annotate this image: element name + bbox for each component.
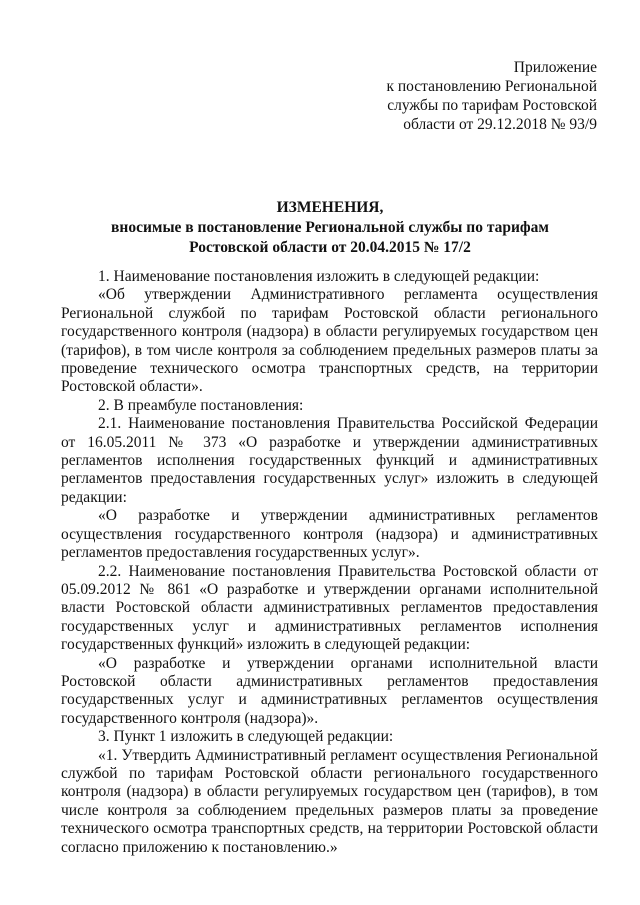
title-subtitle-line-2: Ростовской области от 20.04.2015 № 17/2 xyxy=(189,239,471,256)
paragraph-4: 2.1. Наименование постановления Правительства Российской Федерации от 16.05.2011 № 373 «О разработке и утверждении административных регламентов исполнения государственных функций и административных регламентов предоставления государственных услуг» изложить в следующей редакции: xyxy=(61,415,598,506)
appendix-line-1: Приложение xyxy=(513,59,597,76)
appendix-line-3: службы по тарифам Ростовской xyxy=(387,97,597,114)
paragraph-7: «О разработке и утверждении органами исполнительной власти Ростовской области административных регламентов предоставления государственных услуг и административных регламентов осуществления государственного контроля (надзора)». xyxy=(61,654,598,727)
appendix-header xyxy=(386,58,597,134)
appendix-line-2: к постановлению Региональной xyxy=(386,78,597,95)
title-subtitle-line-1: вносимые в постановление Региональной службы по тарифам xyxy=(111,219,549,236)
appendix-line-4: области от 29.12.2018 № 93/9 xyxy=(403,116,597,133)
document-body xyxy=(61,268,598,857)
paragraph-8: 3. Пункт 1 изложить в следующей редакции: xyxy=(98,728,394,746)
paragraph-1: 1. Наименование постановления изложить в следующей редакции: xyxy=(98,268,540,285)
title-heading: ИЗМЕНЕНИЯ, xyxy=(276,199,384,216)
document-title xyxy=(60,198,600,258)
paragraph-3: 2. В преамбуле постановления: xyxy=(98,396,304,414)
paragraph-9: «1. Утвердить Административный регламент осуществления Региональной службой по тарифам Ростовской области регионального государственного контроля (надзора) в области регулируемых государством цен (тарифов), в том числе контроля за соблюдением предельных размеров платы за проведение технического осмотра транспортных средств, на территории Ростовской области согласно приложению к постановлению.» xyxy=(61,746,598,856)
paragraph-2: «Об утверждении Административного регламента осуществления Региональной службой по тарифам Ростовской области регионального государственного контроля (надзора) в области регулируемых государством цен (тарифов), в том числе контроля за соблюдением предельных размеров платы за проведение технического осмотра транспортных средств, на территории Ростовской области». xyxy=(61,286,598,396)
paragraph-6: 2.2. Наименование постановления Правительства Ростовской области от 05.09.2012 № 861 «О разработке и утверждении органами исполнительной власти Ростовской области административных регламентов предоставления государственных услуг и административных регламентов исполнения государственных функций» изложить в следующей редакции: xyxy=(61,562,598,654)
paragraph-5: «О разработке и утверждении административных регламентов осуществления государственного контроля (надзора) и административных регламентов предоставления государственных услуг». xyxy=(61,507,598,562)
